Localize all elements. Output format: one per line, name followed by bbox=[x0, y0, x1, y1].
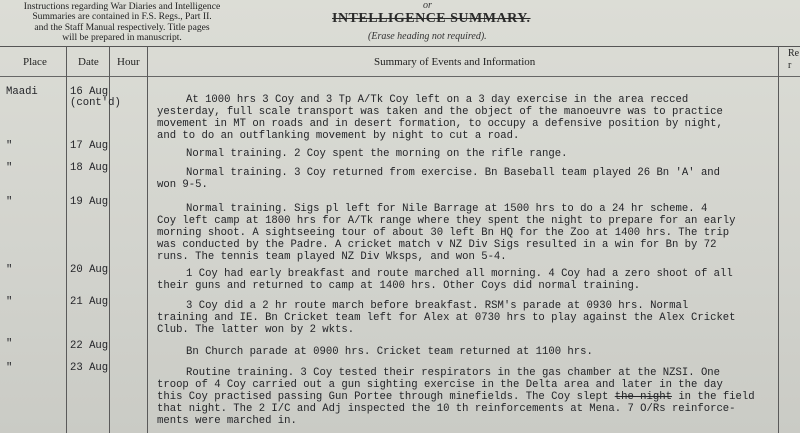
entry-text-segment: that night. The 2 I/C and Adj inspected the 10 th reinforcements at Mena. 7 O/Rs bbox=[157, 403, 666, 415]
header-date: Date bbox=[78, 56, 99, 68]
entry-date: 18 Aug bbox=[70, 162, 109, 174]
entry-place: " bbox=[6, 162, 13, 174]
entry-text-line: troop of 4 Coy carried out a gun sighting exercise in the Delta area and later in the day bbox=[157, 379, 723, 391]
entry-text-line: their guns and returned to camp at 1400 hrs. Other Coys did normal training. bbox=[157, 280, 641, 292]
entry-text-line: Normal training. Sigs pl left for Nile Barrage at 1500 hrs to do a 24 hr scheme. 4 bbox=[186, 203, 708, 215]
header-bottom-rule bbox=[0, 76, 800, 77]
entry-text-segment: this Coy practised passing Gun Portee through minefields. The Coy slept bbox=[157, 391, 609, 403]
struck-out-text: the night bbox=[614, 391, 672, 403]
entry-text-line bbox=[157, 391, 755, 403]
header-remarks: Re bbox=[788, 48, 800, 59]
header-remarks-cont: r bbox=[788, 60, 792, 71]
entry-text-line: was conducted by the Padre. A cricket match v NZ Div Sigs resulted in a win for Bn by 72 bbox=[157, 239, 717, 251]
form-subtitle: (Erase heading not required). bbox=[368, 31, 487, 42]
entry-place: " bbox=[6, 362, 13, 374]
entry-text-line: Bn Church parade at 0900 hrs. Cricket team returned at 1100 hrs. bbox=[186, 346, 593, 358]
entry-date: 23 Aug bbox=[70, 362, 109, 374]
entry-text-line: Club. The latter won by 2 wkts. bbox=[157, 324, 355, 336]
entry-place: " bbox=[6, 196, 13, 208]
entry-date-cont: (cont'd) bbox=[70, 97, 121, 109]
entry-date: 19 Aug bbox=[70, 196, 109, 208]
instructions-line: Summaries are contained in F.S. Regs., Part II. bbox=[32, 11, 212, 23]
header-summary: Summary of Events and Information bbox=[374, 56, 536, 68]
table-top-rule bbox=[0, 46, 800, 47]
entry-date: 20 Aug bbox=[70, 264, 109, 276]
remarks-column-rule bbox=[778, 46, 779, 433]
entry-text-line: 3 Coy did a 2 hr route march before breakfast. RSM's parade at 0930 hrs. Normal bbox=[186, 300, 689, 312]
entry-date: 21 Aug bbox=[70, 296, 109, 308]
entry-text-line bbox=[157, 403, 736, 415]
entry-place: " bbox=[6, 140, 13, 152]
or-label: or bbox=[423, 0, 432, 11]
entry-text-line: 1 Coy had early breakfast and route marched all morning. 4 Coy had a zero shoot of all bbox=[186, 268, 733, 280]
entry-date: 22 Aug bbox=[70, 340, 109, 352]
entry-text-segment: in the field bbox=[678, 391, 755, 403]
entry-place: " bbox=[6, 296, 13, 308]
entry-text-line: and to do an outflanking movement by night to cut a road. bbox=[157, 130, 520, 142]
instructions-line: and the Staff Manual respectively. Title pages bbox=[34, 21, 210, 33]
entry-text-line: yesterday, full scale transport was taken and the object of the manoeuvre was to practice bbox=[157, 106, 723, 118]
entry-text-line: Normal training. 2 Coy spent the morning on the rifle range. bbox=[186, 148, 568, 160]
header-hour: Hour bbox=[117, 56, 140, 68]
entry-text-line: runs. The tennis team played NZ Div Wksps, and won 5-4. bbox=[157, 251, 507, 263]
entry-place: " bbox=[6, 264, 13, 276]
entry-place: Maadi bbox=[6, 86, 38, 98]
form-title: INTELLIGENCE SUMMARY. bbox=[332, 11, 531, 26]
instructions-line: will be prepared in manuscript. bbox=[62, 32, 182, 44]
entry-date: 16 Aug bbox=[70, 86, 109, 98]
entry-text-segment: reinforce- bbox=[671, 403, 736, 415]
place-column-rule bbox=[66, 46, 67, 433]
instructions-note bbox=[6, 2, 238, 44]
entry-text-line: training and IE. Bn Cricket team left for Alex at 0730 hrs to play against the Alex Cricket bbox=[157, 312, 736, 324]
entry-place: " bbox=[6, 338, 13, 350]
entry-text-line: morning shoot. A sightseeing tour of about 30 left Bn HQ for the Zoo at 1400 hrs. The trip bbox=[157, 227, 730, 239]
entry-text-line: At 1000 hrs 3 Coy and 3 Tp A/Tk Coy left on a 3 day exercise in the area recced bbox=[186, 94, 689, 106]
hour-column-rule bbox=[147, 46, 148, 433]
entry-text-line: ments were marched in. bbox=[157, 415, 297, 427]
entry-text-line: won 9-5. bbox=[157, 179, 208, 191]
header-place: Place bbox=[23, 56, 47, 68]
instructions-line: Instructions regarding War Diaries and Intelligence bbox=[23, 1, 221, 12]
entry-text-line: Coy left camp at 1800 hrs for A/Tk range where they spent the night to prepare for an early bbox=[157, 215, 736, 227]
entry-text-line: Routine training. 3 Coy tested their respirators in the gas chamber at the NZSI. One bbox=[186, 367, 721, 379]
entry-text-line: Normal training. 3 Coy returned from exercise. Bn Baseball team played 26 Bn 'A' and bbox=[186, 167, 721, 179]
entry-date: 17 Aug bbox=[70, 140, 109, 152]
entry-text-line: movement in MT on roads and in desert formation, to occupy a defensive position by night, bbox=[157, 118, 723, 130]
